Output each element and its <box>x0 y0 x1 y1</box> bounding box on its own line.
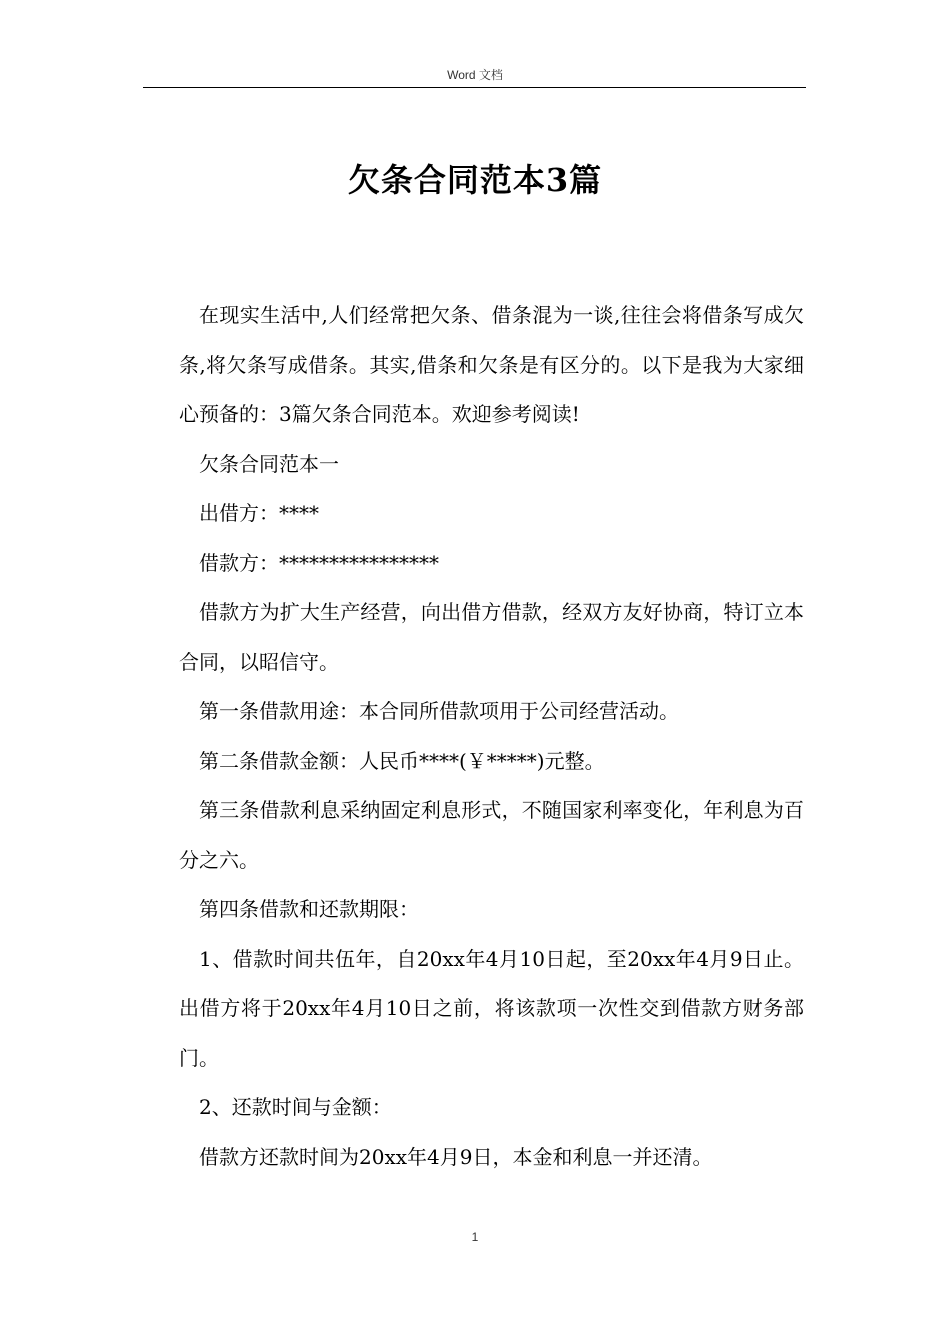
paragraph-article-2: 第二条借款金额：人民币****(￥*****)元整。 <box>199 748 605 773</box>
paragraph-intro: 在现实生活中,人们经常把欠条、借条混为一谈,往往会将借条写成欠条,将欠条写成借条。其实,借条和欠条是有区分的。以下是我为大家细心预备的：3篇欠条合同范本。欢迎参考阅读! <box>179 303 804 426</box>
paragraph-lender: 出借方：**** <box>199 501 319 525</box>
paragraph-repayment: 借款方还款时间为20xx年4月9日，本金和利息一并还清。 <box>199 1144 713 1169</box>
document-body <box>179 291 804 1182</box>
document-title: 欠条合同范本3篇 <box>347 161 603 199</box>
paragraph-article-1: 第一条借款用途：本合同所借款项用于公司经营活动。 <box>199 699 679 723</box>
paragraph-borrower: 借款方：**************** <box>199 550 439 575</box>
page-number: 1 <box>471 1230 479 1244</box>
paragraph-section-heading: 欠条合同范本一 <box>199 451 339 476</box>
paragraph-article-4: 第四条借款和还款期限： <box>199 897 419 921</box>
paragraph-term-2: 2、还款时间与金额： <box>199 1095 392 1119</box>
paragraph-term-1: 1、借款时间共伍年，自20xx年4月10日起，至20xx年4月9日止。出借方将于20xx年4月10日之前，将该款项一次性交到借款方财务部门。 <box>179 946 804 1070</box>
paragraph-preamble: 借款方为扩大生产经营，向出借方借款，经双方友好协商，特订立本合同，以昭信守。 <box>179 600 804 674</box>
page-header: Word 文档 <box>447 68 503 82</box>
paragraph-article-3: 第三条借款利息采纳固定利息形式，不随国家利率变化，年利息为百分之六。 <box>179 798 804 872</box>
header-divider <box>143 87 806 88</box>
